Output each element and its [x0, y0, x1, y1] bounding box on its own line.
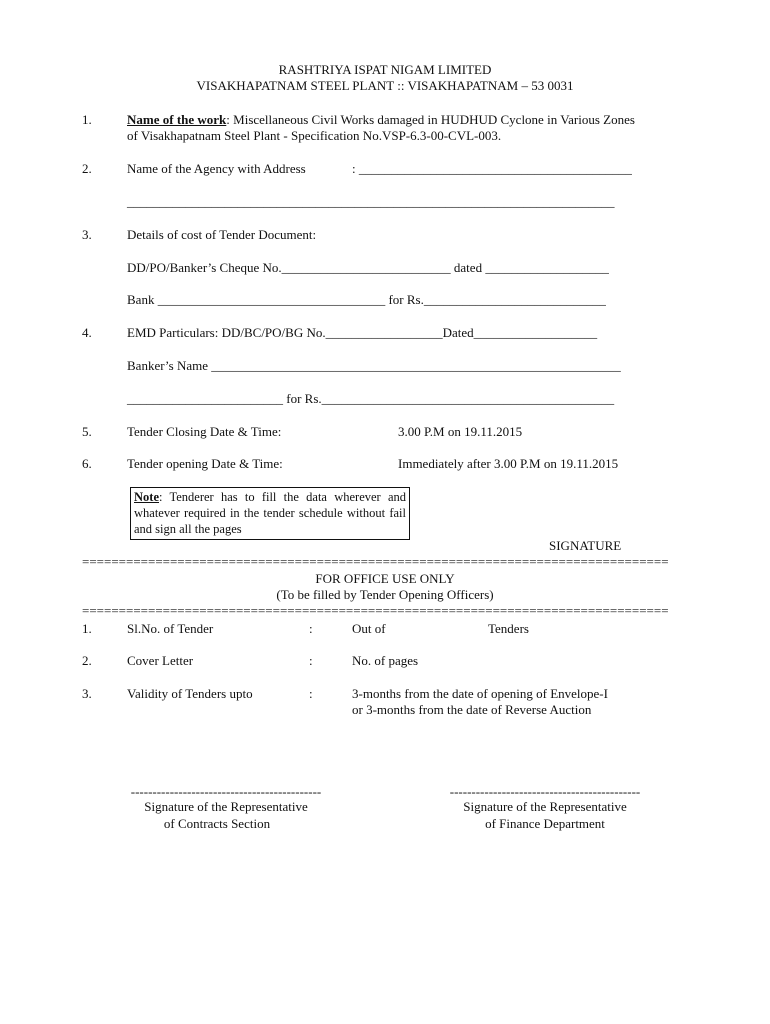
contracts-signature-line: --------------------------------------------: [130, 784, 322, 799]
validity-label: Validity of Tenders upto: [127, 686, 253, 701]
item-6-number: 6.: [82, 456, 92, 471]
closing-date-value: 3.00 P.M on 19.11.2015: [398, 424, 523, 439]
tenders-label: Tenders: [488, 621, 529, 636]
emd-amount-field: ________________________ for Rs._____________________________________________: [127, 391, 615, 406]
office-item-3-colon: :: [309, 686, 313, 701]
item-3-number: 3.: [82, 227, 92, 242]
org-name: RASHTRIYA ISPAT NIGAM LIMITED: [278, 62, 492, 77]
item-1-line-2: of Visakhapatnam Steel Plant - Specification No.VSP-6.3-00-CVL-003.: [127, 128, 502, 143]
validity-value-line-1: 3-months from the date of opening of Envelope-I: [352, 686, 608, 701]
signature-label: SIGNATURE: [549, 538, 622, 553]
contracts-signature-title: Signature of the Representative: [144, 799, 308, 814]
office-item-2-colon: :: [309, 653, 313, 668]
item-2-number: 2.: [82, 161, 92, 176]
agency-label: Name of the Agency with Address: [127, 161, 306, 176]
office-item-1-number: 1.: [82, 621, 92, 636]
opening-date-value: Immediately after 3.00 P.M on 19.11.2015: [398, 456, 619, 471]
note-label: Note: [134, 490, 159, 504]
name-of-work-text: : Miscellaneous Civil Works damaged in HUDHUD Cyclone in Various Zones: [226, 112, 635, 127]
office-use-title: FOR OFFICE USE ONLY: [315, 571, 455, 586]
cover-letter-label: Cover Letter: [127, 653, 194, 668]
out-of-label: Out of: [352, 621, 386, 636]
name-of-work-label: Name of the work: [127, 112, 227, 127]
banker-name-field: Banker’s Name _______________________________________________________________: [127, 358, 621, 373]
agency-field-line-2: ___________________________________________________________________________: [127, 194, 615, 209]
finance-signature-line: --------------------------------------------: [449, 784, 641, 799]
note-box: [130, 487, 410, 540]
finance-department-label: of Finance Department: [485, 816, 605, 831]
separator-top: ================================================================================: [82, 554, 669, 569]
item-4-number: 4.: [82, 325, 92, 340]
office-use-subtitle: (To be filled by Tender Opening Officers): [276, 587, 494, 602]
validity-value-line-2: or 3-months from the date of Reverse Auction: [352, 702, 592, 717]
cheque-field: DD/PO/Banker’s Cheque No.__________________________ dated ___________________: [127, 260, 609, 275]
office-item-3-number: 3.: [82, 686, 92, 701]
office-item-2-number: 2.: [82, 653, 92, 668]
item-1-number: 1.: [82, 112, 92, 127]
tender-slno-label: Sl.No. of Tender: [127, 621, 214, 636]
bank-field: Bank ___________________________________ for Rs.____________________________: [127, 292, 606, 307]
tender-cost-label: Details of cost of Tender Document:: [127, 227, 317, 242]
plant-address: VISAKHAPATNAM STEEL PLANT :: VISAKHAPATNAM – 53 0031: [196, 78, 574, 93]
no-of-pages-label: No. of pages: [352, 653, 419, 668]
closing-date-label: Tender Closing Date & Time:: [127, 424, 282, 439]
contracts-section-label: of Contracts Section: [163, 816, 271, 831]
opening-date-label: Tender opening Date & Time:: [127, 456, 283, 471]
item-1-line-1: [127, 112, 635, 129]
office-item-1-colon: :: [309, 621, 313, 636]
emd-field: EMD Particulars: DD/BC/PO/BG No.__________________Dated___________________: [127, 325, 598, 340]
agency-field: : __________________________________________: [352, 161, 632, 176]
item-5-number: 5.: [82, 424, 92, 439]
note-text: : Tenderer has to fill the data wherever and whatever required in the tender schedule without fail and sign all the pages: [134, 490, 406, 536]
finance-signature-title: Signature of the Representative: [463, 799, 627, 814]
separator-bottom: ================================================================================: [82, 603, 669, 618]
